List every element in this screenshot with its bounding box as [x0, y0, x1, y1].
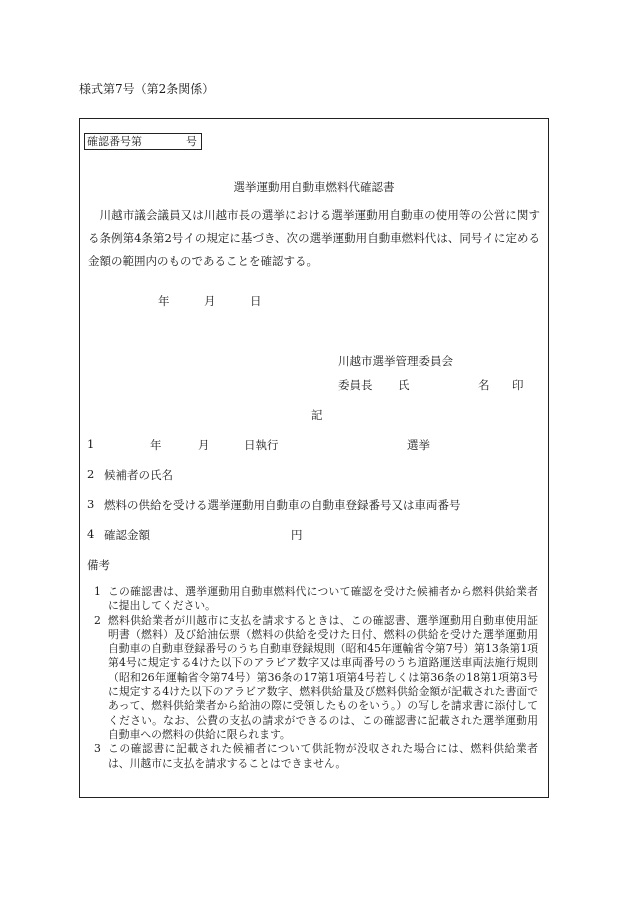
- chair-title: 委員長: [338, 378, 373, 392]
- item1-month: 月: [198, 438, 210, 452]
- item1-day: 日執行: [244, 438, 279, 452]
- item4-number: 4: [87, 527, 95, 541]
- item2-number: 2: [87, 467, 95, 481]
- note-number: 1: [94, 585, 101, 598]
- item3-label: 燃料の供給を受ける選挙運動用自動車の自動車登録番号又は車両番号: [104, 498, 461, 512]
- form-number: 様式第7号（第2条関係）: [79, 82, 215, 96]
- remarks-title: 備考: [87, 558, 110, 572]
- note-text: この確認書に記載された候補者について供託物が没収された場合には、燃料供給業者は、川越市に支払を請求することはできません。: [108, 742, 538, 770]
- note-number: 2: [94, 613, 101, 627]
- note-item: [94, 614, 538, 743]
- ki-heading: 記: [311, 408, 323, 422]
- item1-number: 1: [87, 437, 95, 451]
- confirmation-number-prefix: 確認番号第: [87, 135, 142, 148]
- item1-year: 年: [150, 438, 162, 452]
- confirmation-number-suffix: 号: [186, 135, 197, 148]
- remarks-list: [94, 585, 538, 771]
- date-month: 月: [204, 294, 216, 308]
- note-item: [94, 585, 538, 614]
- confirmation-number-box: [84, 133, 202, 150]
- committee-name: 川越市選挙管理委員会: [338, 354, 453, 368]
- item2-label: 候補者の氏名: [104, 468, 173, 482]
- item4-yen: 円: [291, 528, 303, 542]
- item4-label: 確認金額: [104, 528, 150, 542]
- document-frame: [79, 118, 549, 798]
- chair-mei: 名: [478, 378, 490, 392]
- item3-number: 3: [87, 497, 95, 511]
- note-number: 3: [94, 742, 101, 756]
- date-year: 年: [158, 294, 170, 308]
- document-title: 選挙運動用自動車燃料代確認書: [233, 180, 395, 194]
- seal-mark: 印: [512, 378, 524, 392]
- body-paragraph: 川越市議会議員又は川越市長の選挙における選挙運動用自動車の使用等の公営に関する条例第4条第2号イの規定に基づき、次の選挙運動用自動車燃料代は、同号イに定める金額の範囲内のものであることを確認する。: [88, 208, 540, 268]
- note-item: [94, 742, 538, 771]
- item1-election: 選挙: [407, 438, 430, 452]
- date-day: 日: [250, 294, 262, 308]
- note-text: この確認書は、選挙運動用自動車燃料代について確認を受けた候補者から燃料供給業者に提出してください。: [108, 585, 538, 613]
- chair-shi: 氏: [398, 378, 410, 392]
- note-text: 燃料供給業者が川越市に支払を請求するときは、この確認書、選挙運動用自動車使用証明書（燃料）及び給油伝票（燃料の供給を受けた日付、燃料の供給を受けた選挙運動用自動車の自動車登録番号のうち自動車登録規則（昭和45年運輸省令第7号）第13条第1項第4号に規定する4けた以下のアラビア数字又は車両番号のうち道路運送車両法施行規則（昭和26年運輸省令第74号）第36条の17第1項第4号若しくは第36条の18第1項第3号に規定する4けた以下のアラビア数字、燃料供給量及び燃料供給金額が記載された書面であって、燃料供給業者から給油の際に受領したものをいう。）の写しを請求書に添付してください。なお、公費の支払の請求ができるのは、この確認書に記載された選挙運動用自動車への燃料の供給に限られます。: [108, 613, 538, 741]
